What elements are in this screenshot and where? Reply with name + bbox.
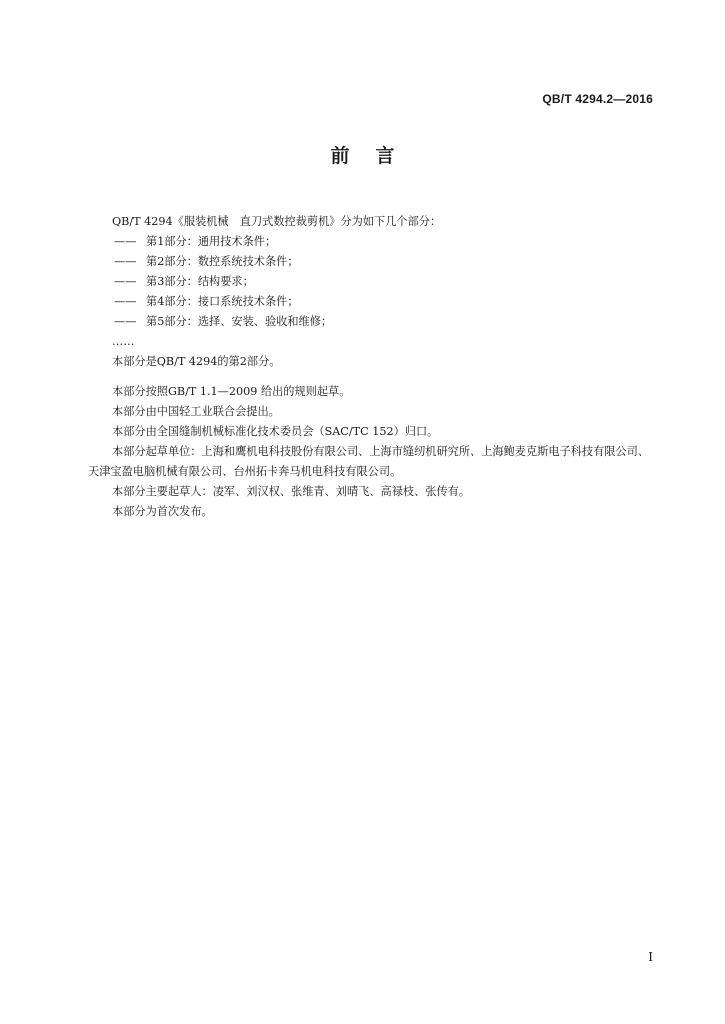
paragraph-gap	[88, 372, 658, 382]
part-text: 第5部分：选择、安装、验收和维修；	[146, 315, 333, 328]
part-text: 第3部分：结构要求；	[146, 275, 254, 288]
standard-code: QB/T 4294.2—2016	[542, 92, 653, 106]
dash-mark: ——	[114, 255, 137, 268]
first-release-statement: 本部分为首次发布。	[112, 505, 213, 518]
part-text: 第1部分：通用技术条件；	[146, 235, 277, 248]
part-list-item	[88, 292, 658, 312]
page-number: I	[648, 950, 653, 964]
foreword-body	[88, 212, 658, 522]
part-list-item	[88, 272, 658, 292]
part-list-item	[88, 232, 658, 252]
part-text: 第4部分：接口系统技术条件；	[146, 295, 299, 308]
administered-by-statement: 本部分由全国缝制机械标准化技术委员会（SAC/TC 152）归口。	[112, 425, 439, 438]
part-list-item	[88, 252, 658, 272]
dash-mark: ——	[114, 275, 137, 288]
proposed-by-statement: 本部分由中国轻工业联合会提出。	[112, 405, 280, 418]
part-text: 第2部分：数控系统技术条件；	[146, 255, 299, 268]
drafting-units-statement: 本部分起草单位：上海和鹰机电科技股份有限公司、上海市缝纫机研究所、上海鲍麦克斯电子科技有限公司、天津宝盈电脑机械有限公司、台州拓卡奔马机电科技有限公司。	[88, 445, 650, 478]
dash-mark: ——	[114, 315, 137, 328]
dash-mark: ——	[114, 235, 137, 248]
drafting-rules-statement: 本部分按照GB/T 1.1—2009 给出的规则起草。	[112, 385, 351, 398]
ellipsis-line: ……	[112, 335, 135, 348]
drafters-statement: 本部分主要起草人：凌军、刘汉权、张维青、刘晴飞、高禄枝、张传有。	[112, 485, 471, 498]
this-part-statement: 本部分是QB/T 4294的第2部分。	[112, 355, 281, 368]
page-title: 前言	[330, 145, 421, 167]
series-intro-line: QB/T 4294《服装机械 直刀式数控裁剪机》分为如下几个部分：	[112, 215, 442, 228]
dash-mark: ——	[114, 295, 137, 308]
part-list-item	[88, 312, 658, 332]
